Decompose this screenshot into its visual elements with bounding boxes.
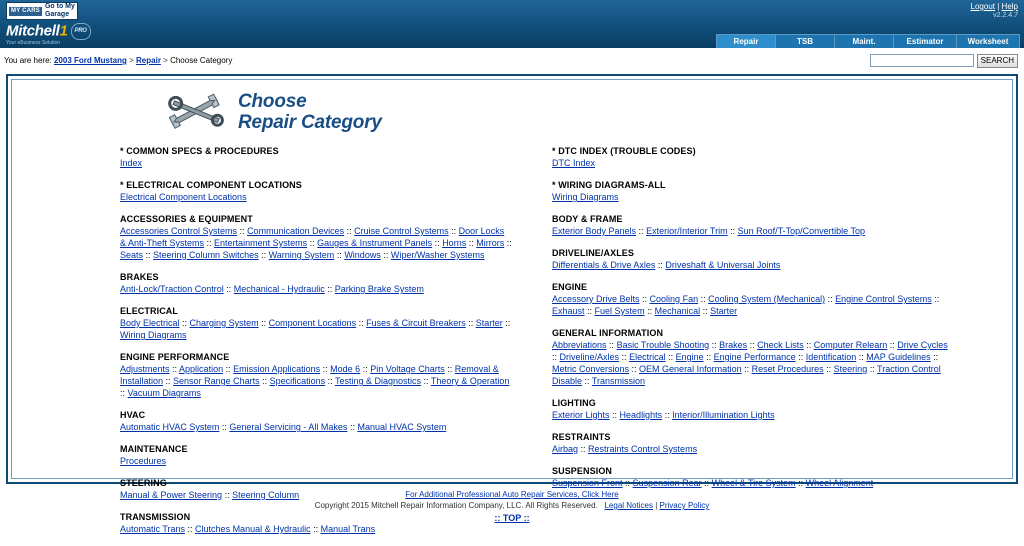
category-group [552,180,1012,203]
category-link[interactable]: Testing & Diagnostics [334,376,422,386]
category-group [552,432,1012,455]
category-link[interactable]: Driveline/Axles [559,352,620,362]
category-link[interactable]: Cruise Control Systems [354,226,449,236]
link-separator: :: [356,318,367,328]
category-group [552,398,1012,421]
link-separator: :: [219,422,230,432]
category-link[interactable]: Mirrors [476,238,505,248]
link-separator: :: [662,410,673,420]
legal-notices-link[interactable]: Legal Notices [604,501,653,510]
category-link-list [120,523,512,535]
category-link[interactable]: Check Lists [757,340,804,350]
link-separator: :: [582,376,592,386]
left-column [12,146,512,546]
link-separator: :: [324,284,335,294]
category-group [120,146,512,169]
breadcrumb-prefix: You are here: [4,56,52,65]
category-link[interactable]: Sun Roof/T-Top/Convertible Top [737,226,865,236]
category-link-list [120,283,512,295]
category-heading: BODY & FRAME [552,214,623,224]
category-link[interactable]: Charging System [189,318,259,328]
category-group [552,328,1012,387]
brand-name-suffix: 1 [59,22,68,40]
category-link[interactable]: Warning System [268,250,335,260]
category-link[interactable]: Engine Control Systems [835,294,932,304]
top-bar-right [971,2,1018,20]
link-separator: :: [856,352,867,362]
page-title-line1: Choose [238,91,307,112]
category-link-list [552,259,952,271]
category-group [120,410,512,433]
link-separator: :: [380,250,391,260]
category-group [552,282,1012,317]
category-heading: SUSPENSION [552,466,613,476]
footer-divider: | [655,501,658,510]
category-group [120,478,512,501]
link-separator: :: [698,294,709,304]
category-link[interactable]: General Servicing - All Makes [229,422,348,432]
link-separator: :: [222,490,233,500]
category-link[interactable]: Emission Applications [233,364,321,374]
category-link[interactable]: Automatic HVAC System [120,422,220,432]
link-separator: :: [143,250,154,260]
category-link[interactable]: Electrical Component Locations [120,192,247,202]
link-separator: :: [578,444,589,454]
link-separator: :: [320,364,331,374]
link-separator: :: [644,306,655,316]
category-link[interactable]: Exhaust [552,306,585,316]
category-link[interactable]: Windows [344,250,381,260]
link-separator: :: [552,352,560,362]
link-separator: :: [700,306,711,316]
category-link[interactable]: Abbreviations [552,340,607,350]
category-link[interactable]: Manual & Power Steering [120,490,223,500]
search-area [870,54,1018,68]
category-link[interactable]: Airbag [552,444,579,454]
go-to-my-garage-button[interactable] [6,2,78,20]
link-separator: :: [867,364,878,374]
category-link-list [552,293,952,317]
category-link[interactable]: DTC Index [552,158,596,168]
category-link[interactable]: Wheel Alignment [805,478,874,488]
category-link[interactable]: Horns [442,238,467,248]
link-separator: :: [444,364,455,374]
garage-button-label [45,3,75,19]
link-separator: :: [727,226,738,236]
category-link[interactable]: Steering Column Switches [153,250,259,260]
link-separator: :: [204,238,215,248]
category-link[interactable]: Traction Control Disable [552,364,941,386]
breadcrumb-repair-link[interactable]: Repair [136,56,161,65]
category-link[interactable]: Interior/Illumination Lights [672,410,775,420]
link-separator: :: [655,260,666,270]
topbar-divider: | [997,2,1000,11]
link-separator: :: [504,238,512,248]
link-separator: :: [703,352,714,362]
right-column [512,146,1012,546]
wrench-icon [162,90,232,134]
category-link[interactable]: Driveshaft & Universal Joints [665,260,781,270]
link-separator: :: [709,340,720,350]
link-separator: :: [258,250,269,260]
link-separator: :: [803,340,814,350]
category-link[interactable]: Index [120,158,143,168]
category-group [120,444,512,467]
category-heading: * COMMON SPECS & PROCEDURES [120,146,279,156]
category-link[interactable]: Sensor Range Charts [173,376,260,386]
link-separator: :: [169,364,180,374]
breadcrumb-vehicle-link[interactable]: 2003 Ford Mustang [53,56,127,65]
category-link[interactable]: Body Electrical [120,318,180,328]
category-link[interactable]: Fuel System [594,306,645,316]
category-link[interactable]: Specifications [269,376,326,386]
category-link[interactable]: Computer Relearn [813,340,888,350]
logout-link[interactable]: Logout [970,2,995,11]
category-link-list [120,225,512,261]
link-separator: :: [701,478,712,488]
category-group [552,214,1012,237]
link-separator: :: [795,478,806,488]
professional-services-link[interactable]: For Additional Professional Auto Repair Services, Click Here [405,490,619,499]
category-link[interactable]: Mechanical - Hydraulic [233,284,325,294]
category-heading: DRIVELINE/AXLES [552,248,635,258]
link-separator: :: [622,478,633,488]
category-link-list [120,489,512,501]
link-separator: :: [795,352,806,362]
breadcrumb [4,56,232,65]
category-link-list [552,339,952,387]
category-link-list [120,455,512,467]
garage-label-line2: Garage [44,11,70,18]
brand-tagline: Your eBusiness Solution [6,40,61,46]
link-separator: :: [741,364,752,374]
link-separator: :: [466,238,477,248]
category-link[interactable]: Wiring Diagrams [552,192,619,202]
category-link[interactable]: Reset Procedures [751,364,824,374]
breadcrumb-sep-1: > [129,56,134,65]
category-group [552,248,1012,271]
link-separator: :: [825,294,836,304]
category-link[interactable]: Engine Performance [713,352,796,362]
category-link[interactable]: Pin Voltage Charts [370,364,445,374]
link-separator: :: [629,364,640,374]
category-group [120,306,512,341]
top-bar [0,0,1024,22]
link-separator: :: [619,352,630,362]
category-link[interactable]: Drive Cycles [897,340,948,350]
category-link[interactable]: Cooling Fan [649,294,699,304]
link-separator: :: [120,388,128,398]
search-input[interactable] [870,54,974,67]
link-separator: :: [887,340,898,350]
link-separator: :: [665,352,676,362]
link-separator: :: [636,226,647,236]
category-link[interactable]: Removal & Installation [120,364,499,386]
category-link[interactable]: Basic Trouble Shooting [616,340,710,350]
category-link[interactable]: OEM General Information [639,364,742,374]
category-link[interactable]: Gauges & Instrument Panels [317,238,433,248]
tab-worksheet[interactable]: Worksheet [956,34,1020,48]
category-link[interactable]: Brakes [719,340,748,350]
link-separator: :: [163,376,174,386]
category-link[interactable]: Mechanical [654,306,701,316]
category-heading: * WIRING DIAGRAMS-ALL [552,180,666,190]
category-link[interactable]: Anti-Lock/Traction Control [120,284,224,294]
category-heading: * ELECTRICAL COMPONENT LOCATIONS [120,180,302,190]
link-separator: :: [421,376,431,386]
link-separator: :: [432,238,443,248]
category-link[interactable]: Restraints Control Systems [588,444,698,454]
category-heading: GENERAL INFORMATION [552,328,664,338]
brand-name-text: Mitchell [6,22,60,40]
category-link[interactable]: MAP Guidelines [866,352,931,362]
category-link[interactable]: Manual Trans [320,524,376,534]
category-link[interactable]: Identification [805,352,857,362]
category-link[interactable]: Engine [675,352,704,362]
link-separator: :: [639,294,650,304]
category-link[interactable]: Steering Column [232,490,300,500]
category-link[interactable]: Suspension Rear [632,478,702,488]
category-columns [12,138,1012,546]
category-link[interactable]: Clutches Manual & Hydraulic [195,524,311,534]
category-link-list [120,421,512,433]
category-heading: ELECTRICAL [120,306,178,316]
garage-label-line1: Go to My [44,3,75,10]
search-button[interactable]: SEARCH [977,54,1018,68]
category-link[interactable]: Door Locks & Anti-Theft Systems [120,226,505,248]
category-heading: TRANSMISSION [120,512,191,522]
tab-tsb[interactable]: TSB [775,34,834,48]
tab-estimator[interactable]: Estimator [893,34,956,48]
category-link[interactable]: Adjustments [120,364,170,374]
link-separator: :: [179,318,190,328]
link-separator: :: [223,284,234,294]
category-link[interactable]: Exterior/Interior Trim [646,226,728,236]
link-separator: :: [465,318,476,328]
breadcrumb-bar [0,48,1024,74]
category-link-list [120,317,512,341]
category-heading: RESTRAINTS [552,432,611,442]
category-link[interactable]: Exterior Body Panels [552,226,637,236]
main-nav-tabs [716,22,1020,48]
link-separator: :: [448,226,459,236]
category-link[interactable]: Parking Brake System [334,284,424,294]
link-separator: :: [310,524,321,534]
link-separator: :: [334,250,345,260]
breadcrumb-sep-2: > [163,56,168,65]
category-link-list [120,157,512,169]
category-link[interactable]: Transmission [591,376,646,386]
category-group [552,466,1012,489]
category-group [552,146,1012,169]
category-heading: MAINTENANCE [120,444,188,454]
category-link[interactable]: Mode 6 [330,364,361,374]
category-link[interactable]: Accessory Drive Belts [552,294,640,304]
page-title-line2: Repair Category [238,112,382,133]
link-separator: :: [360,364,371,374]
category-link[interactable]: Suspension Front [552,478,623,488]
category-link[interactable]: Starter [475,318,503,328]
category-heading: STEERING [120,478,167,488]
category-link[interactable]: Differentials & Drive Axles [552,260,656,270]
category-group [120,272,512,295]
category-link[interactable]: Wiring Diagrams [120,330,187,340]
my-cars-logo: MY CARS [11,7,40,14]
category-link-list [552,191,952,203]
category-group [120,352,512,399]
link-separator: :: [223,364,234,374]
copyright-text: Copyright 2015 Mitchell Repair Information Company, LLC. All Rights Reserved. [314,501,598,510]
category-link-list [120,363,512,399]
link-separator: :: [502,318,511,328]
link-separator: :: [747,340,758,350]
category-link[interactable]: Metric Conversions [552,364,630,374]
link-separator: :: [606,340,617,350]
breadcrumb-current: Choose Category [170,56,233,65]
link-separator: :: [259,376,270,386]
category-link[interactable]: Cooling System (Mechanical) [708,294,826,304]
link-separator: :: [258,318,269,328]
category-heading: ENGINE [552,282,588,292]
category-group [120,512,512,535]
privacy-policy-link[interactable]: Privacy Policy [659,501,710,510]
category-heading: ACCESSORIES & EQUIPMENT [120,214,253,224]
category-group [120,180,512,203]
category-link-list [120,191,512,203]
link-separator: :: [584,306,595,316]
category-link[interactable]: Application [179,364,224,374]
tab-maint[interactable]: Maint. [834,34,893,48]
category-link-list [552,225,952,237]
category-link[interactable]: Headlights [619,410,663,420]
category-link[interactable]: Vacuum Diagrams [127,388,201,398]
category-heading: * DTC INDEX (TROUBLE CODES) [552,146,696,156]
category-group [120,214,512,261]
link-separator: :: [344,226,355,236]
tab-repair[interactable]: Repair [716,34,775,48]
link-separator: :: [307,238,318,248]
category-link-list [552,409,952,421]
brand-nav-bar [0,22,1024,48]
category-link[interactable]: Entertainment Systems [214,238,308,248]
category-link-list [552,157,952,169]
category-link[interactable]: Seats [120,250,144,260]
category-link[interactable]: Manual HVAC System [357,422,447,432]
category-link-list [552,443,952,455]
link-separator: :: [325,376,335,386]
category-link[interactable]: Wiper/Washer Systems [390,250,485,260]
link-separator: :: [930,352,939,362]
category-heading: HVAC [120,410,146,420]
link-separator: :: [347,422,358,432]
category-link[interactable]: Component Locations [268,318,357,328]
category-link[interactable]: Accessories Control Systems [120,226,238,236]
category-link[interactable]: Procedures [120,456,167,466]
category-link[interactable]: Theory & Operation [430,376,510,386]
link-separator: :: [931,294,940,304]
help-link[interactable]: Help [1001,2,1018,11]
category-link[interactable]: Fuses & Circuit Breakers [366,318,466,328]
brand-logo [6,23,91,48]
category-heading: ENGINE PERFORMANCE [120,352,230,362]
page-title-area [12,80,1012,138]
version-label: v2.2.4.7 [993,12,1018,19]
page-title [238,91,382,133]
brand-badge: PRO [71,23,91,40]
category-heading: LIGHTING [552,398,596,408]
link-separator: :: [237,226,248,236]
link-separator: :: [609,410,620,420]
link-separator: :: [823,364,834,374]
link-separator: :: [185,524,196,534]
category-link[interactable]: Communication Devices [247,226,345,236]
category-link[interactable]: Automatic Trans [120,524,186,534]
back-to-top-link[interactable]: :: TOP :: [494,513,530,523]
brand-name [6,23,91,40]
category-heading: BRAKES [120,272,159,282]
category-link-list [552,477,952,489]
category-link[interactable]: Wheel & Tire System [711,478,796,488]
category-link[interactable]: Starter [710,306,738,316]
category-link[interactable]: Electrical [629,352,666,362]
category-link[interactable]: Steering [833,364,868,374]
category-link[interactable]: Exterior Lights [552,410,610,420]
